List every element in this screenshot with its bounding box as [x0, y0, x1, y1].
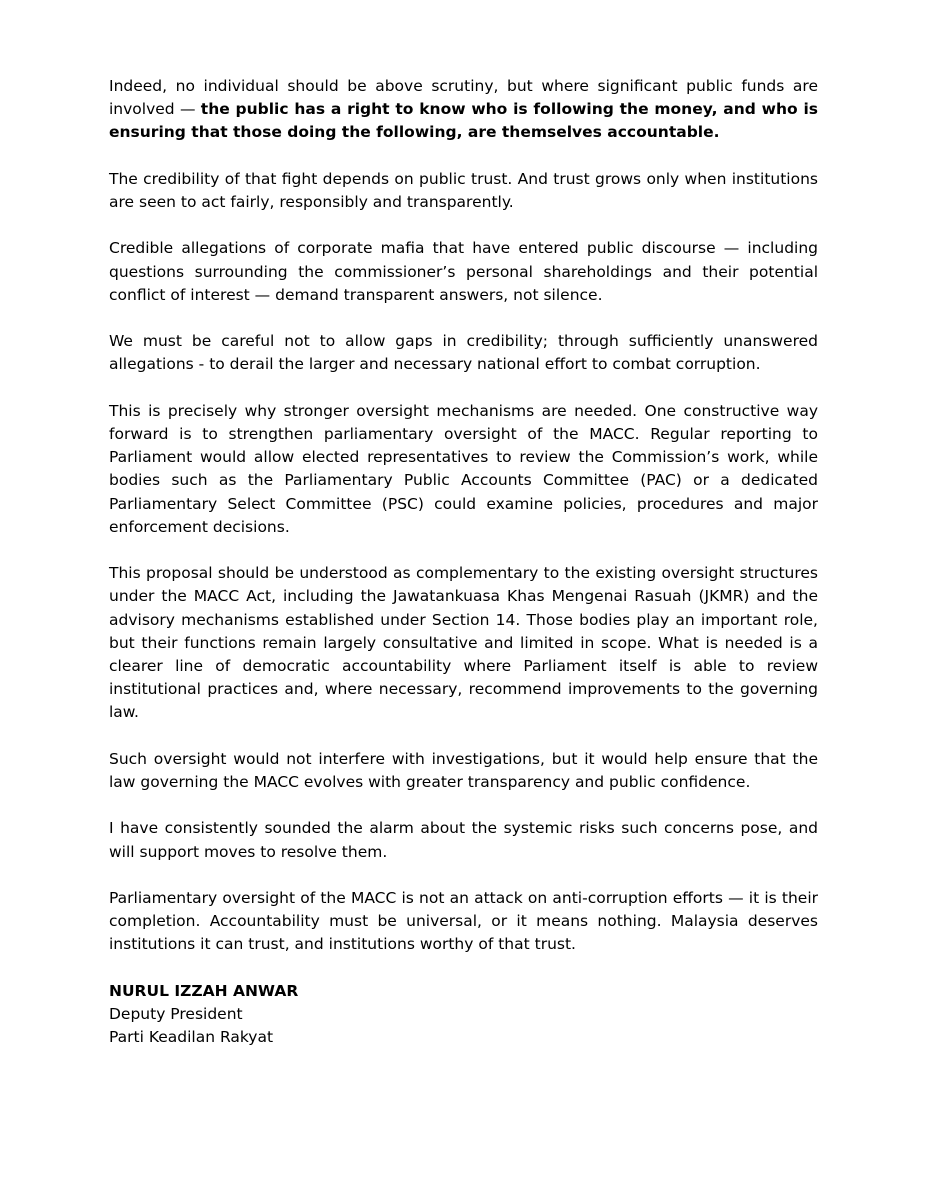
paragraph-5: This is precisely why stronger oversight mechanisms are needed. One constructive way forward is to strengthen parliamentary oversight of the MACC. Regular reporting to Parliament would allow elected representatives to review the Commission’s work, while bodies such as the Parliamentary Public Accounts Committee (PAC) or a dedicated Parliamentary Select Committee (PSC) could examine policies, procedures and major enforcement decisions. — [109, 401, 818, 536]
paragraph-4: We must be careful not to allow gaps in credibility; through sufficiently unanswered allegations - to derail the larger and necessary national effort to combat corruption. — [109, 332, 818, 374]
paragraph-2: The credibility of that fight depends on public trust. And trust grows only when institutions are seen to act fairly, responsibly and transparently. — [109, 169, 818, 211]
signature-block — [109, 980, 818, 1050]
paragraph-1-text: Indeed, no individual should be above scrutiny, but where significant public funds are involved — — [109, 77, 818, 119]
paragraph-9: Parliamentary oversight of the MACC is not an attack on anti-corruption efforts — it is their completion. Accountability must be universal, or it means nothing. Malaysia deserves institutions it can trust, and institutions worthy of that trust. — [109, 888, 818, 954]
signatory-organization: Parti Keadilan Rakyat — [109, 1028, 274, 1047]
paragraph-8: I have consistently sounded the alarm about the systemic risks such concerns pose, and will support moves to resolve them. — [109, 819, 818, 861]
signatory-title: Deputy President — [109, 1004, 243, 1023]
paragraph-1 — [109, 75, 818, 145]
signatory-name: NURUL IZZAH ANWAR — [109, 981, 299, 1000]
paragraph-6: This proposal should be understood as complementary to the existing oversight structures under the MACC Act, including the Jawatankuasa Khas Mengenai Rasuah (JKMR) and the advisory mechanisms established under Section 14. Those bodies play an important role, but their functions remain largely consultative and limited in scope. What is needed is a clearer line of democratic accountability where Parliament itself is able to review institutional practices and, where necessary, recommend improvements to the governing law. — [109, 564, 818, 722]
paragraph-3: Credible allegations of corporate mafia that have entered public discourse — including questions surrounding the commissioner’s personal shareholdings and their potential conflict of interest — demand transparent answers, not silence. — [109, 239, 818, 304]
paragraph-1-bold-text: the public has a right to know who is following the money, and who is ensuring that those doing the following, are themselves accountable. — [109, 100, 819, 142]
document-body — [109, 75, 818, 1049]
paragraph-7: Such oversight would not interfere with investigations, but it would help ensure that the law governing the MACC evolves with greater transparency and public confidence. — [109, 749, 818, 791]
